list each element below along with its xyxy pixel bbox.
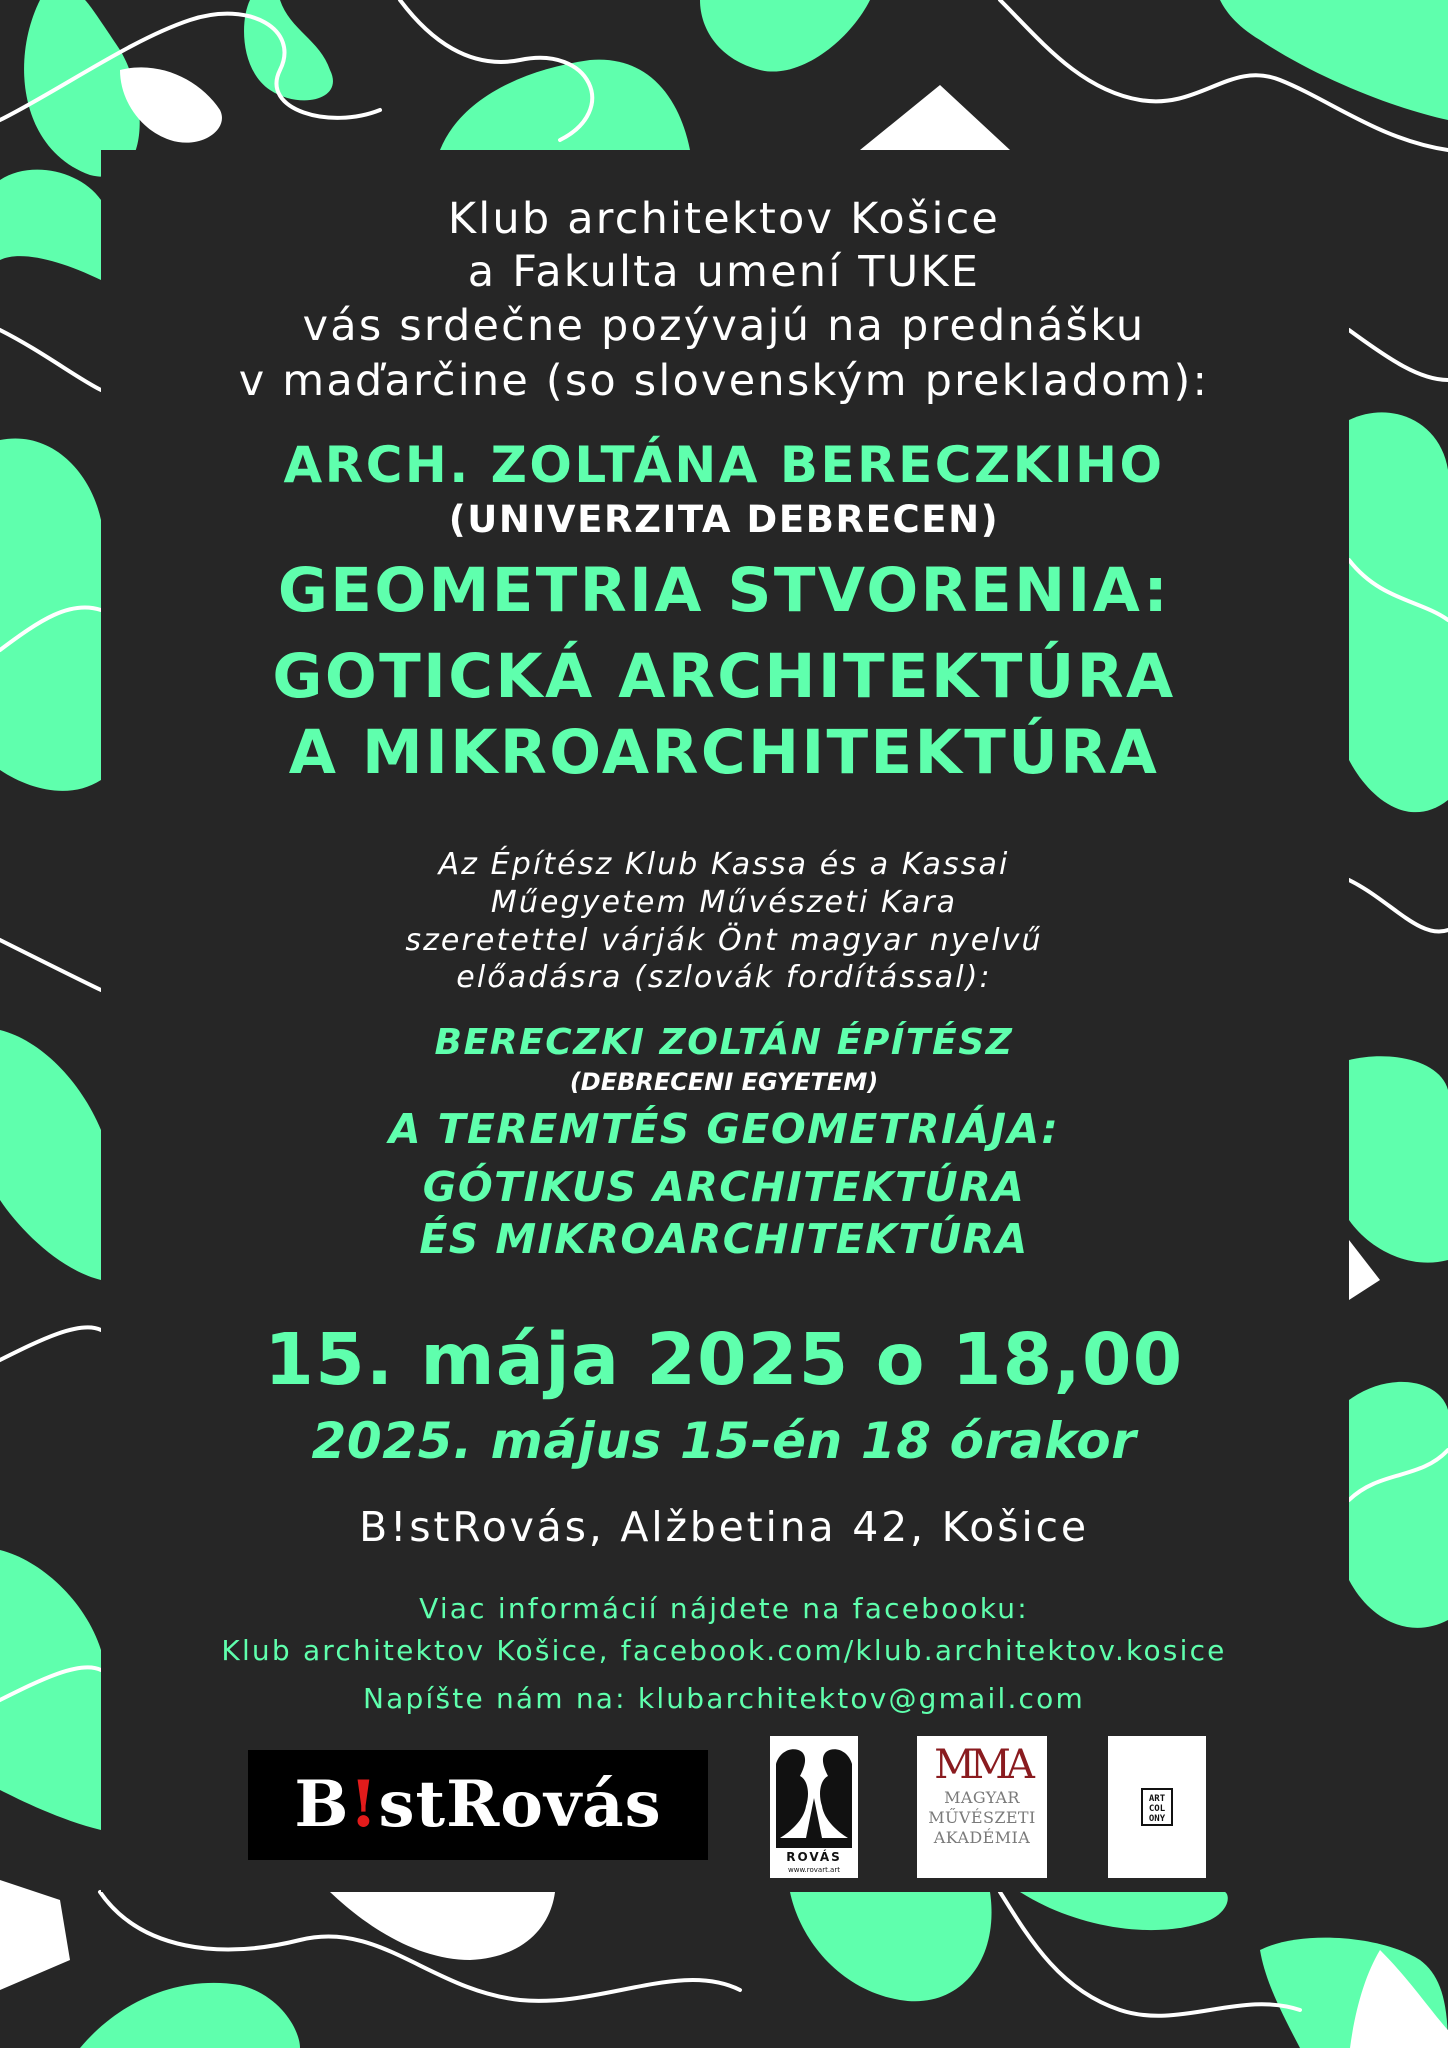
intro-sk-line-1: Klub architektov Košice — [447, 194, 1001, 244]
event-date-sk: 15. mája 2025 o 18,00 — [264, 1318, 1184, 1401]
event-date-hu: 2025. május 15-én 18 órakor — [311, 1412, 1137, 1470]
lecture-title-sk-line-3: A MIKROARCHITEKTÚRA — [288, 717, 1160, 788]
info-line-email[interactable]: Napíšte nám na: klubarchitektov@gmail.com — [363, 1682, 1085, 1715]
intro-sk-line-4: v maďarčine (so slovenským prekladom): — [238, 356, 1210, 406]
intro-sk-line-3: vás srdečne pozývajú na prednášku — [302, 301, 1146, 351]
university-hu: (DEBRECENI EGYETEM) — [569, 1068, 879, 1096]
intro-hu-line-2: Műegyetem Művészeti Kara — [490, 885, 958, 920]
intro-hu-line-1: Az Építész Klub Kassa és a Kassai — [438, 847, 1010, 882]
university-sk: (UNIVERZITA DEBRECEN) — [448, 498, 1000, 541]
intro-sk-line-2: a Fakulta umení TUKE — [467, 247, 981, 297]
rovas-logo — [770, 1736, 858, 1878]
artcolony-logo — [1108, 1736, 1206, 1878]
bistrovas-logo-b: B — [294, 1767, 350, 1842]
bistrovas-logo-rest: stRovás — [378, 1767, 662, 1842]
lecture-title-hu-line-2: GÓTIKUS ARCHITEKTÚRA — [422, 1163, 1026, 1211]
mma-logo — [917, 1736, 1047, 1878]
content-panel — [101, 150, 1349, 1892]
rovas-logo-url: www.rovart.art — [788, 1866, 840, 1874]
artcolony-logo-row-1: ART — [1148, 1794, 1166, 1804]
lecturer-name-sk: ARCH. ZOLTÁNA BERECZKIHO — [283, 436, 1165, 494]
mma-logo-line-3: AKADÉMIA — [933, 1828, 1031, 1847]
event-venue: B!stRovás, Alžbetina 42, Košice — [359, 1503, 1089, 1551]
bistrovas-logo-bang: ! — [349, 1767, 379, 1842]
lecture-title-hu-line-1: A TEREMTÉS GEOMETRIÁJA: — [388, 1105, 1060, 1153]
info-line-facebook-link[interactable]: Klub architektov Košice, facebook.com/klub.architektov.kosice — [221, 1634, 1227, 1667]
info-line-facebook-intro: Viac informácií nájdete na facebooku: — [419, 1592, 1029, 1625]
lecturer-name-hu: BERECZKI ZOLTÁN ÉPÍTÉSZ — [434, 1022, 1014, 1063]
artcolony-logo-row-2: COL — [1148, 1804, 1166, 1814]
rovas-logo-name: ROVÁS — [786, 1850, 842, 1864]
mma-logo-mark: MMA — [934, 1742, 1030, 1788]
intro-hu-line-3: szeretettel várják Önt magyar nyelvű — [405, 923, 1043, 958]
bistrovas-logo — [248, 1750, 708, 1860]
mma-logo-line-1: MAGYAR — [944, 1788, 1020, 1807]
intro-hu-line-4: előadásra (szlovák fordítással): — [456, 960, 992, 995]
artcolony-logo-row-3: ONY — [1148, 1814, 1166, 1824]
lecture-title-sk-line-1: GEOMETRIA STVORENIA: — [277, 555, 1171, 626]
lecture-title-hu-line-3: ÉS MIKROARCHITEKTÚRA — [419, 1215, 1029, 1263]
lecture-title-sk-line-2: GOTICKÁ ARCHITEKTÚRA — [272, 641, 1176, 712]
mma-logo-line-2: MŰVÉSZETI — [928, 1808, 1036, 1827]
